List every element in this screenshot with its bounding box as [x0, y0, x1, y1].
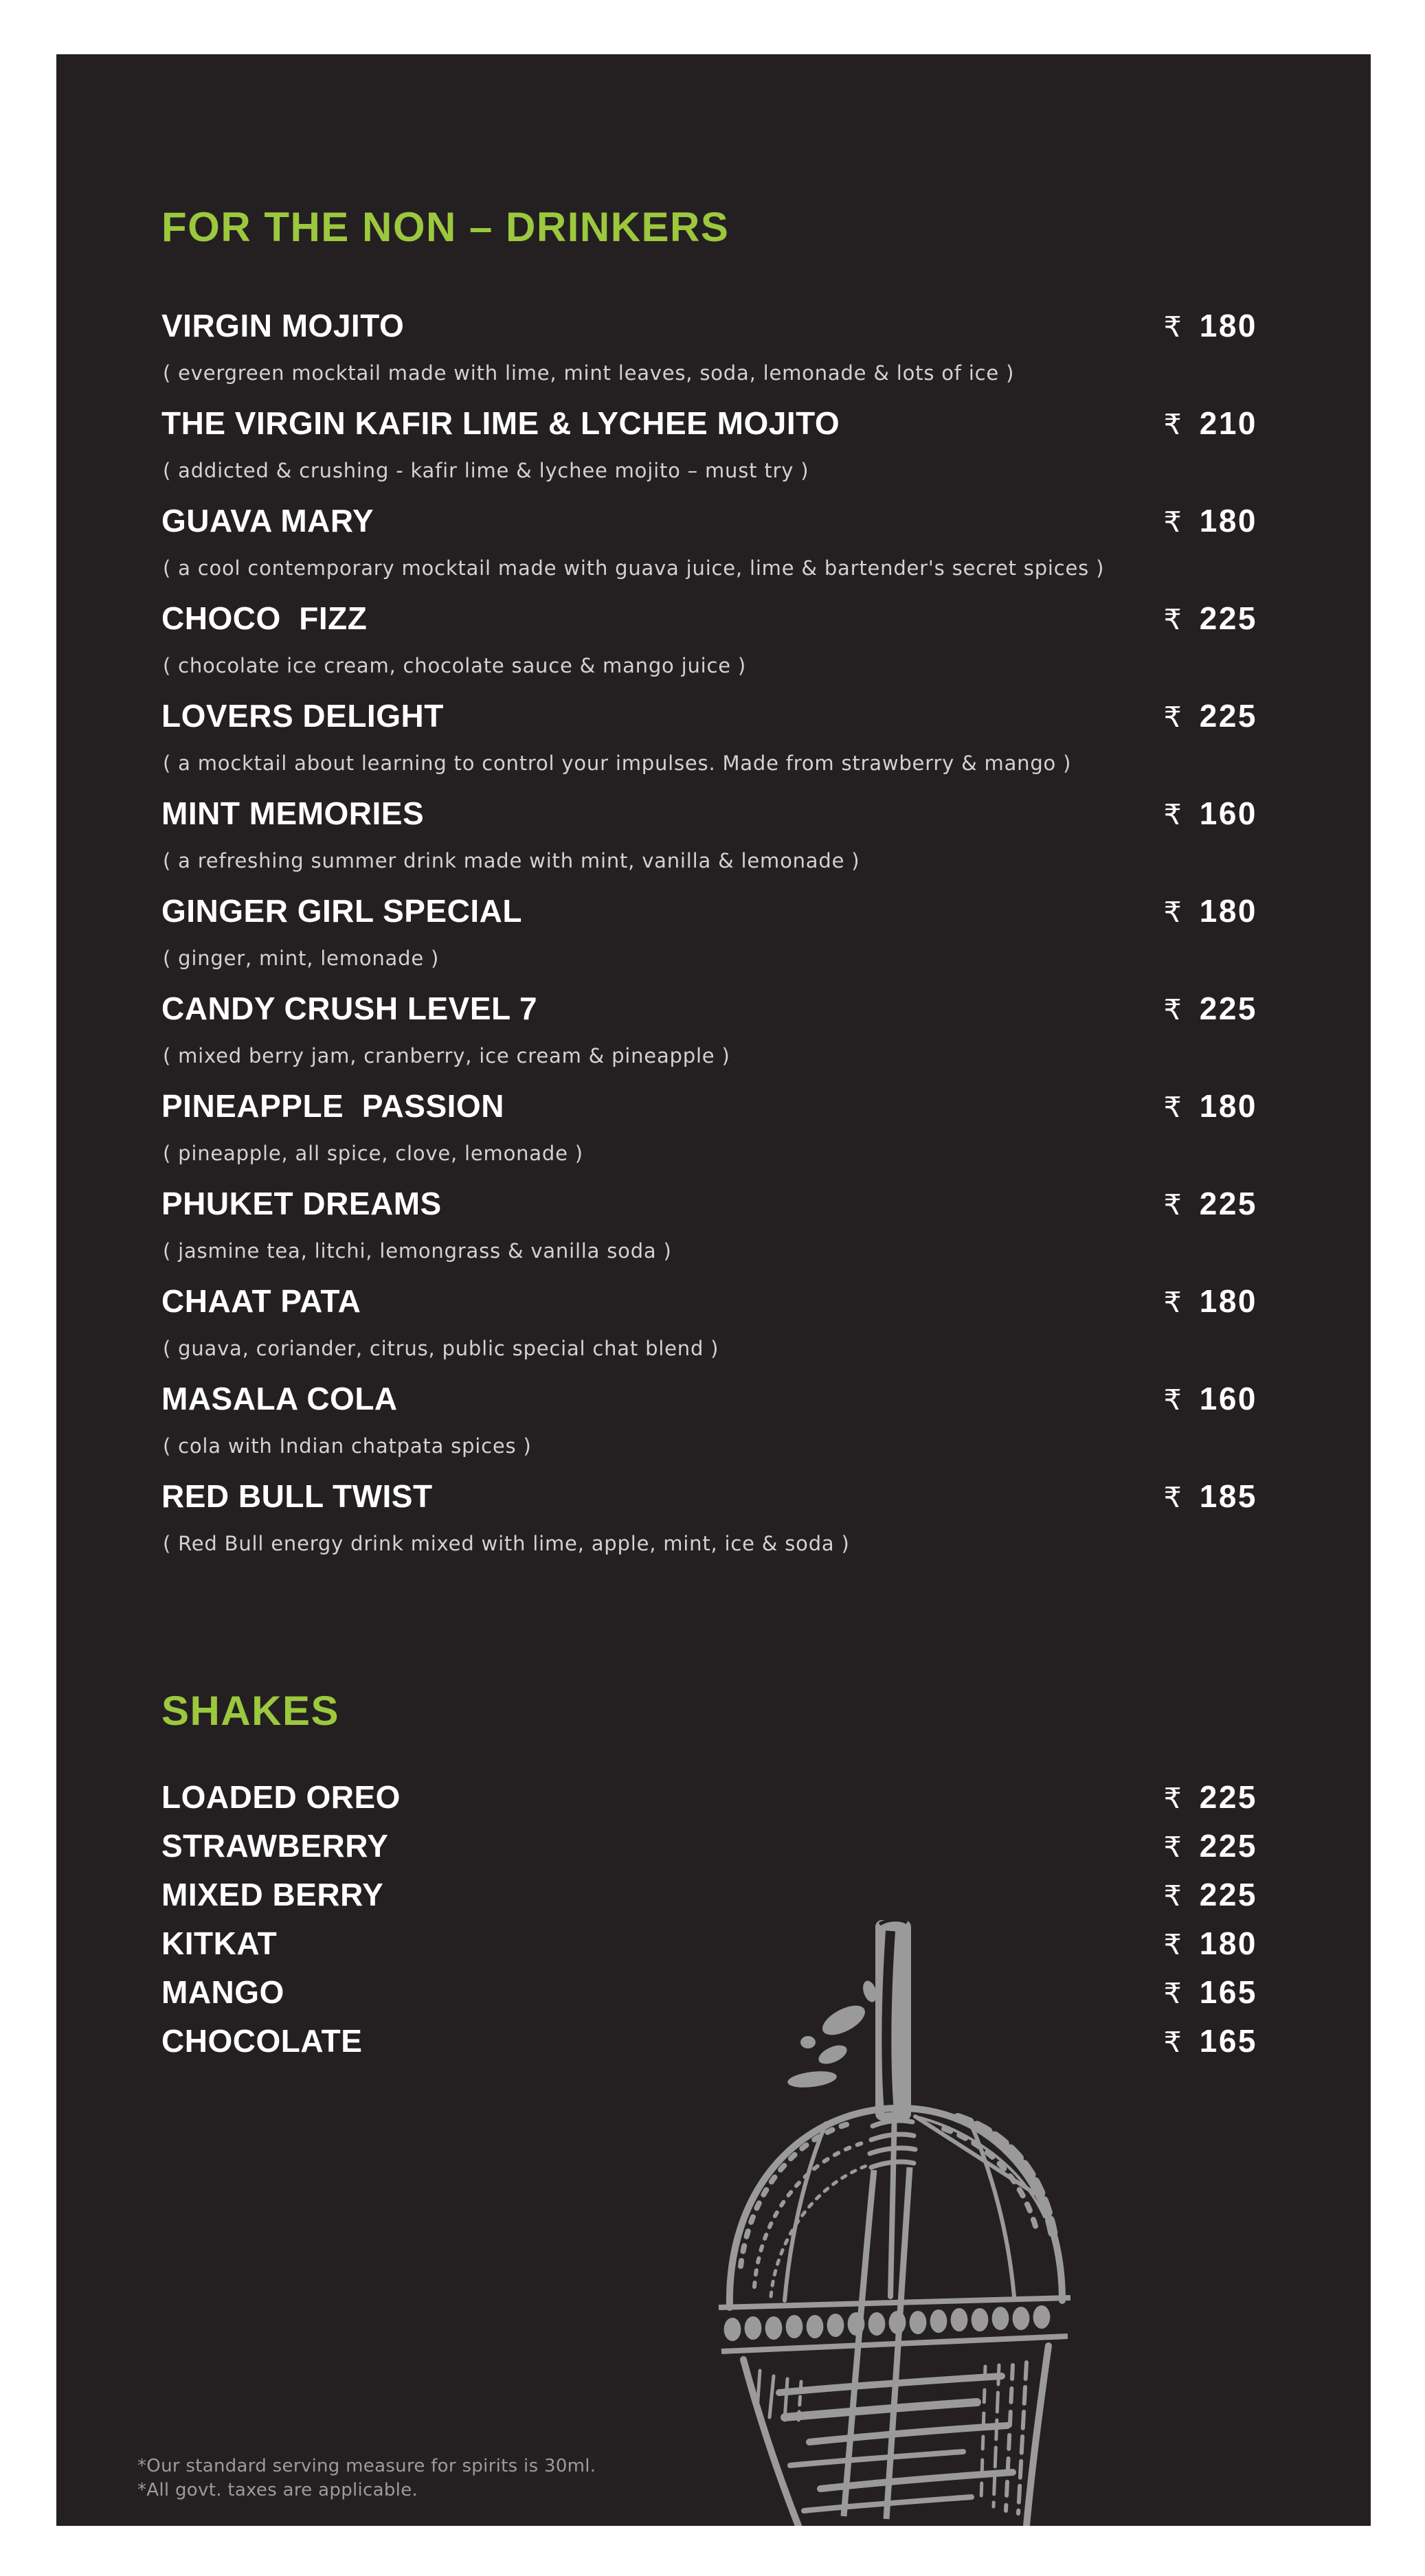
item-name: GUAVA MARY: [161, 503, 374, 539]
item-name: PINEAPPLE PASSION: [161, 1088, 504, 1124]
item-price: [1164, 1877, 1257, 1912]
item-row: [161, 991, 1257, 1026]
rupee-symbol: ₹: [1163, 408, 1182, 441]
item-name: PHUKET DREAMS: [161, 1186, 442, 1221]
item-row: [161, 503, 1257, 539]
price-value: 225: [1199, 1779, 1257, 1815]
price-value: 180: [1199, 308, 1257, 343]
item-price: [1164, 405, 1257, 441]
menu-panel: [56, 54, 1371, 2526]
rupee-symbol: ₹: [1163, 1188, 1182, 1221]
item-price: [1164, 600, 1257, 636]
item-description: ( a mocktail about learning to control your impulses. Made from strawberry & mango ): [163, 752, 1072, 775]
item-name: KITKAT: [161, 1925, 278, 1961]
rupee-symbol: ₹: [1163, 1383, 1182, 1416]
menu-item: [161, 795, 1257, 893]
item-price: [1164, 1186, 1257, 1221]
item-name: GINGER GIRL SPECIAL: [161, 893, 522, 929]
item-row: [161, 698, 1257, 734]
item-description: ( addicted & crushing - kafir lime & lychee mojito – must try ): [163, 459, 809, 482]
price-value: 165: [1199, 2023, 1257, 2059]
item-name: MANGO: [161, 1974, 284, 2010]
item-row: [161, 1381, 1257, 1416]
item-price: [1164, 1828, 1257, 1864]
item-row: [161, 405, 1257, 441]
menu-section: [161, 206, 1257, 1576]
rupee-symbol: ₹: [1163, 1481, 1182, 1514]
splash-marks: [787, 1979, 879, 2090]
item-price: [1164, 308, 1257, 343]
footnote-line: *Our standard serving measure for spirits is 30ml.: [137, 2456, 596, 2476]
item-name: CHOCO FIZZ: [161, 600, 368, 636]
menu-item: [161, 405, 1257, 503]
menu-item: [161, 698, 1257, 795]
item-description: ( cola with Indian chatpata spices ): [163, 1434, 532, 1458]
price-value: 185: [1199, 1478, 1257, 1514]
item-name: CHAAT PATA: [161, 1283, 361, 1319]
item-name: CANDY CRUSH LEVEL 7: [161, 991, 538, 1026]
rupee-symbol: ₹: [1163, 506, 1182, 539]
section-items: [161, 308, 1257, 1576]
footnotes: [137, 2454, 596, 2502]
rupee-symbol: ₹: [1163, 1782, 1182, 1815]
item-row: [161, 308, 1257, 343]
item-price: [1164, 503, 1257, 539]
item-price: [1164, 893, 1257, 929]
item-price: [1164, 1283, 1257, 1319]
menu-item: [161, 1478, 1257, 1576]
price-value: 180: [1199, 503, 1257, 539]
rupee-symbol: ₹: [1163, 798, 1182, 831]
menu-item: [161, 503, 1257, 600]
item-price: [1164, 1779, 1257, 1815]
item-price: [1164, 1381, 1257, 1416]
menu-item: [161, 1381, 1257, 1478]
item-name: CHOCOLATE: [161, 2023, 363, 2059]
item-price: [1164, 2023, 1257, 2059]
item-description: ( evergreen mocktail made with lime, mint leaves, soda, lemonade & lots of ice ): [163, 361, 1015, 385]
item-name: LOADED OREO: [161, 1779, 401, 1815]
rupee-symbol: ₹: [1163, 701, 1182, 734]
price-value: 225: [1199, 991, 1257, 1026]
item-description: ( guava, coriander, citrus, public special chat blend ): [163, 1337, 719, 1360]
item-price: [1164, 1925, 1257, 1961]
price-value: 225: [1199, 1186, 1257, 1221]
price-value: 180: [1199, 1925, 1257, 1961]
menu-sections: [161, 54, 1257, 2072]
dome-lid: [730, 2108, 1062, 2307]
price-value: 180: [1199, 1088, 1257, 1124]
rupee-symbol: ₹: [1163, 1831, 1182, 1864]
item-price: [1164, 795, 1257, 831]
price-value: 180: [1199, 1283, 1257, 1319]
rupee-symbol: ₹: [1163, 2026, 1182, 2059]
item-description: ( a refreshing summer drink made with mint, vanilla & lemonade ): [163, 849, 860, 872]
item-row: [161, 1283, 1257, 1319]
price-value: 160: [1199, 795, 1257, 831]
price-value: 225: [1199, 1828, 1257, 1864]
menu-item: [161, 600, 1257, 698]
item-price: [1164, 1478, 1257, 1514]
menu-item: [161, 893, 1257, 991]
price-value: 225: [1199, 1877, 1257, 1912]
rupee-symbol: ₹: [1163, 896, 1182, 929]
item-price: [1164, 1974, 1257, 2010]
rupee-symbol: ₹: [1163, 310, 1182, 343]
item-price: [1164, 1088, 1257, 1124]
item-price: [1164, 991, 1257, 1026]
rupee-symbol: ₹: [1163, 1977, 1182, 2010]
item-description: ( Red Bull energy drink mixed with lime, apple, mint, ice & soda ): [163, 1532, 850, 1555]
menu-item: [161, 1088, 1257, 1186]
rupee-symbol: ₹: [1163, 993, 1182, 1026]
price-value: 225: [1199, 600, 1257, 636]
item-name: RED BULL TWIST: [161, 1478, 433, 1514]
item-row: [161, 1779, 1257, 1815]
rupee-symbol: ₹: [1163, 1879, 1182, 1912]
item-row: [161, 795, 1257, 831]
rupee-symbol: ₹: [1163, 1928, 1182, 1961]
item-row: [161, 893, 1257, 929]
menu-item: [161, 1186, 1257, 1283]
item-name: MIXED BERRY: [161, 1877, 384, 1912]
rupee-symbol: ₹: [1163, 1286, 1182, 1319]
price-value: 225: [1199, 698, 1257, 734]
item-name: THE VIRGIN KAFIR LIME & LYCHEE MOJITO: [161, 405, 840, 441]
item-description: ( a cool contemporary mocktail made with guava juice, lime & bartender's secret spices ): [163, 556, 1105, 580]
item-name: MINT MEMORIES: [161, 795, 425, 831]
price-value: 180: [1199, 893, 1257, 929]
price-value: 210: [1199, 405, 1257, 441]
price-value: 165: [1199, 1974, 1257, 2010]
item-price: [1164, 698, 1257, 734]
item-name: MASALA COLA: [161, 1381, 398, 1416]
item-description: ( chocolate ice cream, chocolate sauce & mango juice ): [163, 654, 747, 677]
bead-rim: [719, 2298, 1070, 2351]
item-name: LOVERS DELIGHT: [161, 698, 444, 734]
item-description: ( ginger, mint, lemonade ): [163, 947, 440, 970]
item-row: [161, 1478, 1257, 1514]
item-description: ( mixed berry jam, cranberry, ice cream & pineapple ): [163, 1044, 730, 1067]
section-title: FOR THE NON – DRINKERS: [161, 204, 730, 250]
drink-cup-illustration: [688, 1854, 1101, 2526]
menu-item: [161, 1779, 1257, 1828]
item-row: [161, 1088, 1257, 1124]
item-name: STRAWBERRY: [161, 1828, 389, 1864]
menu-item: [161, 1283, 1257, 1381]
menu-item: [161, 991, 1257, 1088]
item-name: VIRGIN MOJITO: [161, 308, 405, 343]
rupee-symbol: ₹: [1163, 603, 1182, 636]
footnote-line: *All govt. taxes are applicable.: [137, 2480, 418, 2500]
section-title: SHAKES: [161, 1688, 340, 1734]
price-value: 160: [1199, 1381, 1257, 1416]
menu-item: [161, 308, 1257, 405]
item-row: [161, 1186, 1257, 1221]
item-description: ( jasmine tea, litchi, lemongrass & vanilla soda ): [163, 1239, 672, 1263]
item-description: ( pineapple, all spice, clove, lemonade ): [163, 1142, 583, 1165]
rupee-symbol: ₹: [1163, 1091, 1182, 1124]
item-row: [161, 600, 1257, 636]
